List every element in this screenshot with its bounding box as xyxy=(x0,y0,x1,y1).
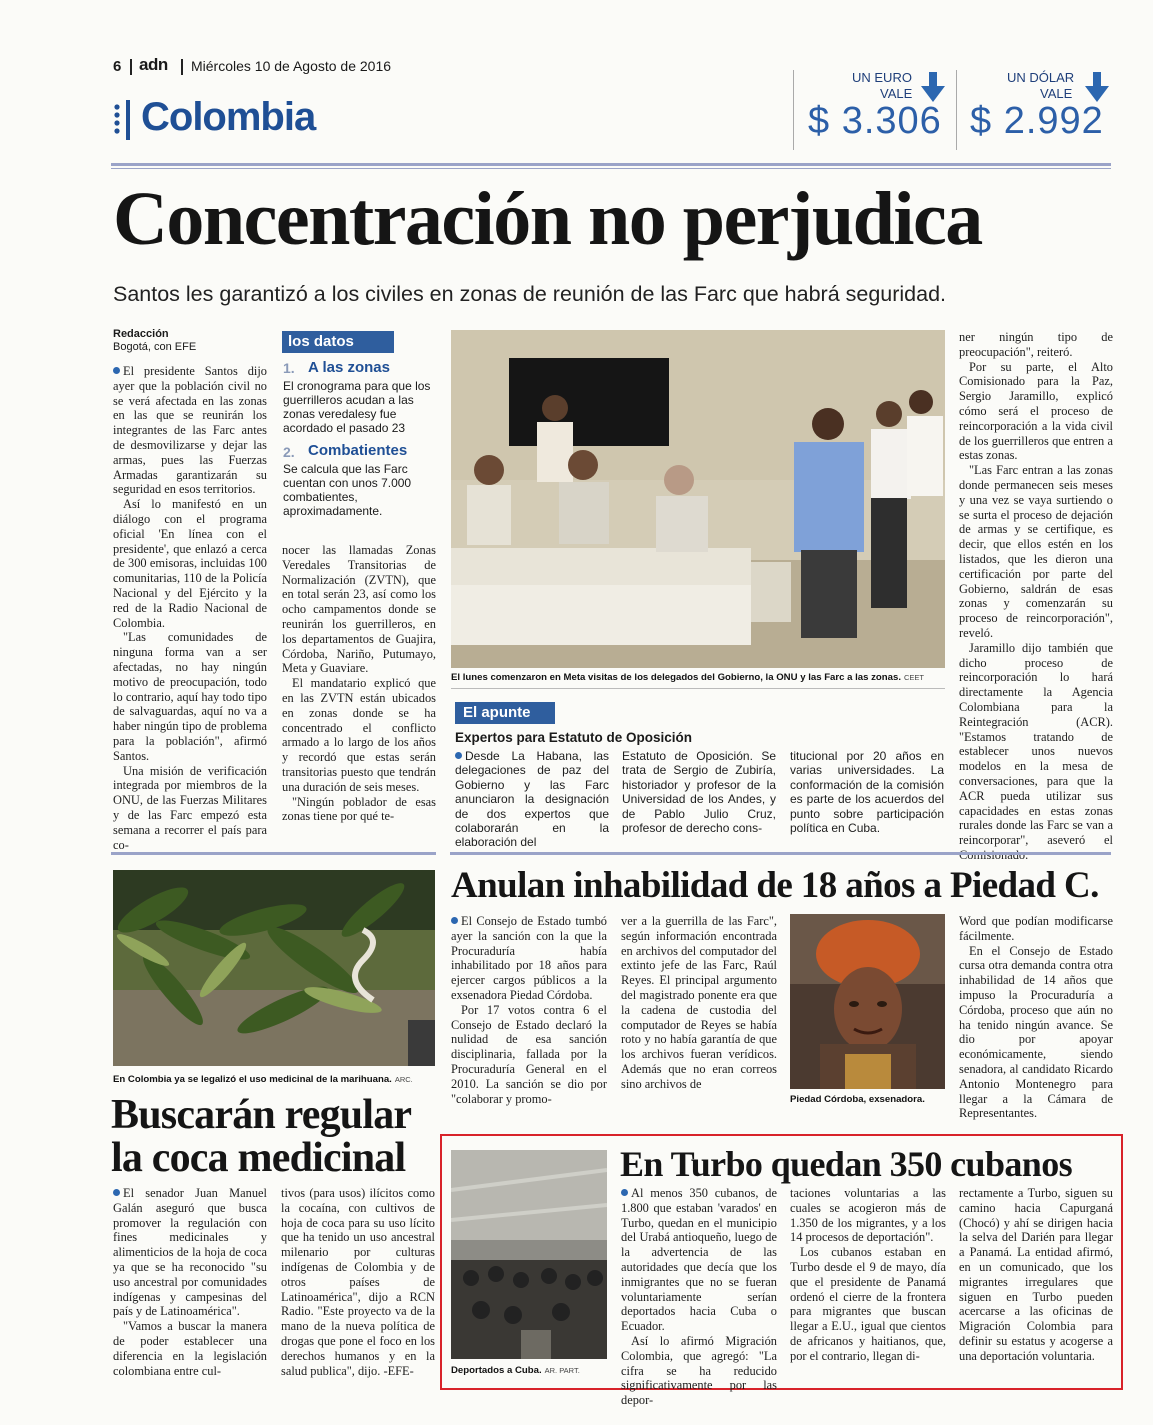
datos-1-text: El cronograma para que los guerrilleros acudan a las zonas veredalesy fue acordado el pasado 23 xyxy=(283,379,431,435)
marihuana-caption xyxy=(113,1074,413,1085)
caption-rule xyxy=(451,688,945,689)
turbo-col1-p2: Así lo afirmó Migración Colombia, que agregó: "La cifra se ha reducido significativamente por las depor- xyxy=(621,1333,777,1408)
turbo-col3-p1: rectamente a Turbo, siguen su camino hacia Capurganá (Chocó) y ahí se dirigen hacia la selva del Darién para llegar a Panamá. La entidad afirmó, en un comunicado, que los migrantes irregulares que siguen en Turbo pueden acercarse a las oficinas de Migración Colombia para definir su estatus y acogerse a una deportación voluntaria. xyxy=(959,1186,1113,1363)
euro-label: UN EURO xyxy=(852,70,912,85)
mid-rule-left xyxy=(111,852,436,855)
coca-col1-p1: El senador Juan Manuel Galán aseguró que busca promover la regulación con fines medicinales y alimenticios de la hoja de coca ya que se ha reconocido "su uso ancestral por comunidades indígenas y campesinas del país y de Latinoamérica". xyxy=(113,1186,267,1319)
dolar-value: $ 2.992 xyxy=(970,100,1104,142)
bullet-icon xyxy=(621,1189,628,1196)
piedad-col3-p2: En el Consejo de Estado cursa otra demanda contra otra inhabilidad de 14 años que impuso la Procuraduría a Córdoba, proceso que aún no ha tenido ningún avance. Se dio por apoyar económicamente, siendo senadora, al candidato Ricardo Antonio Montenegro para llegar a la Cámara de Representantes. xyxy=(959,943,1113,1121)
piedad-col3-p1: Word que podían modificarse fácilmente. xyxy=(959,914,1113,943)
section-bar xyxy=(126,100,130,140)
dolar-vale: VALE xyxy=(1040,86,1073,101)
main-col1-p4: Una misión de verificación integrada por miembros de la ONU, de las Fuerzas Militares y de las Farc empezó esta semana a recorrer el país para co- xyxy=(113,763,267,852)
apunte-headline: Expertos para Estatuto de Oposición xyxy=(455,730,693,745)
main-col1-p1: El presidente Santos dijo ayer que la población civil no se verá afectada en las zonas en las que se reunirán los integrantes de las Farc antes de desmovilizarse y dejar las armas, pues las Fuerzas Armadas garantizarán su seguridad en esos territorios. xyxy=(113,364,267,497)
coca-col1-p2: "Vamos a buscar la manera de poder establecer una diferencia en la legislación colombiana entre cul- xyxy=(113,1319,267,1378)
coca-col-1 xyxy=(113,1186,267,1378)
apunte-col-1 xyxy=(455,749,609,850)
turbo-headline: En Turbo quedan 350 cubanos xyxy=(620,1144,1073,1184)
deportados-photo xyxy=(451,1150,607,1359)
marihuana-caption-text: En Colombia ya se legalizó el uso medicinal de la marihuana. xyxy=(113,1074,392,1085)
piedad-cordoba-photo xyxy=(790,914,945,1089)
coca-headline-2: la coca medicinal xyxy=(111,1135,406,1181)
turbo-col2-p2: Los cubanos estaban en Turbo desde el 9 de mayo, día que el presidente de Panamá ordenó el cierre de la frontera para migrantes que buscan llegar a E.U., igual que cientos de africanos y haitianos, que, por el contrario, llegan di- xyxy=(790,1245,946,1363)
issue-date: Miércoles 10 de Agosto de 2016 xyxy=(191,58,392,74)
piedad-col2-p1: ver a la guerrilla de las Farc", según información encontrada en archivos del computador del extinto jefe de las Farc, Raúl Reyes. El principal argumento del magistrado ponente era que la cadena de custodia del computador de Reyes se había roto y no había garantía de que los archivos fueran verídicos. Además que no eran correos sino archivos de xyxy=(621,914,777,1091)
coca-col-2 xyxy=(281,1186,435,1378)
header-rule xyxy=(111,163,1111,166)
turbo-col-1 xyxy=(621,1186,777,1408)
coca-col2-p1: tivos (para usos) ilícitos como la cocaína, con cultivos de hoja de coca para su uso lícito que ha tenido un uso ancestral milenario por culturas indígenas de Colombia y de otros países de Latinoamérica", dijo a RCN Radio. "Este proyecto va de la mano de la nueva política de drogas que pone el foco en los derechos humanos y en la salud publica", dijo. -EFE- xyxy=(281,1186,435,1378)
header-divider xyxy=(130,59,132,75)
main-col1-p2: Así lo manifestó en un diálogo con el programa oficial 'En línea con el presidente', que enlazó a cerca de 300 emisoras, incluidas 100 comunitarias, 110 de la Policía Nacional y del Ejército y la red de la Radio Nacional de Colombia. xyxy=(113,497,267,630)
apunte-col-3 xyxy=(790,749,944,835)
main-col-1 xyxy=(113,364,267,852)
byline-location: Bogotá, con EFE xyxy=(113,341,197,353)
byline-author: Redacción xyxy=(113,328,169,340)
main-col4-p2: Por su parte, el Alto Comisionado para la Paz, Sergio Jaramillo, explicó cómo será el proceso de reincorporación a la vida civil de los guerrilleros que entren a estas zonas. xyxy=(959,359,1113,463)
piedad-caption: Piedad Córdoba, exsenadora. xyxy=(790,1094,925,1105)
main-col4-p4: Jaramillo dijo también que dicho proceso de reincorporación lo hará directamente la Agencia Colombiana para la Reintegración (ACR). "Estamos tratando de establecer unos nuevos modelos en la mesa de conversaciones, para que la ACR pueda utilizar sus capacidades en estas zonas rurales donde las Farc se van a reincorporar", aseveró el xyxy=(959,640,1113,848)
brand-logo: adn xyxy=(139,55,168,74)
header-rule-thin xyxy=(111,168,1111,169)
datos-2-number: 2. xyxy=(283,444,295,460)
turbo-caption xyxy=(451,1365,580,1376)
main-subhead: Santos les garantizó a los civiles en zonas de reunión de las Farc que habrá seguridad. xyxy=(113,282,947,306)
piedad-col-3 xyxy=(959,914,1113,1121)
mid-rule-right xyxy=(450,852,1111,855)
main-photo-caption xyxy=(451,672,924,683)
datos-2-title: Combatientes xyxy=(308,442,408,459)
turbo-col-3 xyxy=(959,1186,1113,1364)
main-photo-credit: CEET xyxy=(903,673,924,682)
section-title: Colombia xyxy=(141,95,316,139)
piedad-headline: Anulan inhabilidad de 18 años a Piedad C. xyxy=(451,865,1099,906)
bullet-icon xyxy=(455,752,462,759)
apunte-col1-text: Desde La Habana, las delegaciones de paz del Gobierno y las Farc anunciaron la designación de dos expertos que colaborarán en la elaboración del xyxy=(455,749,609,850)
main-col2-p1: nocer las llamadas Zonas Veredales Transitorias de Normalización (ZVTN), que en total serán 23, así como los ocho campamentos donde se reunirán los guerrilleros, en los departamentos de Guajira, Córdoba, Nariño, Putumayo, Meta y Guaviare. xyxy=(282,543,436,676)
piedad-col1-p2: Por 17 votos contra 6 el Consejo de Estado declaró la nulidad de esa sanción disciplinaria, fallada por la Procuraduría General en el 2010. La sanción se dio por "colaborar y promo- xyxy=(451,1002,607,1106)
currency-divider-2 xyxy=(956,70,957,150)
coca-headline-1: Buscarán regular xyxy=(111,1092,412,1138)
datos-title: los datos xyxy=(282,331,394,353)
main-col2-p3: "Ningún poblador de esas zonas tiene por qué te- xyxy=(282,794,436,824)
turbo-credit: AR. PART. xyxy=(544,1366,580,1375)
euro-value: $ 3.306 xyxy=(808,100,942,142)
apunte-title: El apunte xyxy=(455,702,555,724)
turbo-caption-text: Deportados a Cuba. xyxy=(451,1365,542,1376)
header-divider-2 xyxy=(181,59,183,75)
datos-1-number: 1. xyxy=(283,360,295,376)
apunte-col2-text: Estatuto de Oposición. Se trata de Sergio de Zubiría, historiador y profesor de la Universidad de los Andes, y de Pablo Julio Cruz, profesor de derecho cons- xyxy=(622,749,776,836)
main-col4-p1: ner ningún tipo de preocupación", reiteró. xyxy=(959,330,1113,359)
main-col-2 xyxy=(282,543,436,824)
marihuana-photo xyxy=(113,870,435,1066)
bullet-icon xyxy=(113,367,120,374)
turbo-col-2 xyxy=(790,1186,946,1364)
page-number: 6 xyxy=(113,58,122,75)
bullet-icon xyxy=(113,1189,120,1196)
bullet-icon xyxy=(451,917,458,924)
main-headline: Concentración no perjudica xyxy=(113,177,982,261)
delegates-meeting-photo xyxy=(451,330,945,668)
datos-1-title: A las zonas xyxy=(308,359,390,376)
apunte-col3-text: titucional por 20 años en varias universidades. La conformación de la comisión es parte de los acuerdos del punto sobre participación política en Cuba. xyxy=(790,749,944,836)
piedad-col-1 xyxy=(451,914,607,1106)
euro-vale: VALE xyxy=(880,86,913,101)
datos-2-text: Se calcula que las Farc cuentan con unos 7.000 combatientes, aproximadamente. xyxy=(283,462,412,518)
section-dots-icon xyxy=(113,104,121,138)
main-col2-p2: El mandatario explicó que en las ZVTN están ubicados en zonas donde se ha concentrado el conflicto armado a lo largo de los años y recordó que estas serán transitorias puesto que tendrán una duración de seis meses. xyxy=(282,676,436,794)
apunte-col-2 xyxy=(622,749,776,835)
main-col4-p3: "Las Farc entran a las zonas donde permanecen seis meses y una vez se vaya surtiendo o se surta el proceso de dejación de armas y se certifique, es decir, que ellos estén en los listados, que les dieron una certificación por parte del Gobierno, saldrán de esas zonas y comenzarán su proceso de reincorporación", reveló. xyxy=(959,463,1113,640)
main-col-4 xyxy=(959,330,1113,863)
main-col1-p3: "Las comunidades de ninguna forma van a ser afectadas, no hay ningún motivo de preocupación, todo lo contrario, aquí hay todo tipo de salvaguardas, aquí no va a haber ningún tipo de problema para la población", afirmó Santos. xyxy=(113,630,267,763)
piedad-col-2 xyxy=(621,914,777,1092)
piedad-col1-p1: El Consejo de Estado tumbó ayer la sanción con la que la Procuraduría había inhabilitado por 18 años para ejercer cargos públicos a la exsenadora Piedad Córdoba. xyxy=(451,914,607,1002)
currency-divider-1 xyxy=(793,70,794,150)
main-photo-caption-text: El lunes comenzaron en Meta visitas de los delegados del Gobierno, la ONU y las Farc a las zonas. xyxy=(451,672,901,683)
turbo-col2-p1: taciones voluntarias a las cuales se acogieron más de 1.350 de los migrantes, y a los 14 procesos de deportación". xyxy=(790,1186,946,1245)
dolar-label: UN DÓLAR xyxy=(1007,70,1075,85)
marihuana-credit: ARC. xyxy=(394,1075,413,1084)
turbo-col1-p1: Al menos 350 cubanos, de 1.800 que estaban 'varados' en Turbo, quedan en el municipio del Urabá antioqueño, luego de la advertencia de las autoridades que decía que los inmigrantes que no se fueran voluntariamente serían deportados hacia Cuba o Ecuador. xyxy=(621,1186,777,1334)
